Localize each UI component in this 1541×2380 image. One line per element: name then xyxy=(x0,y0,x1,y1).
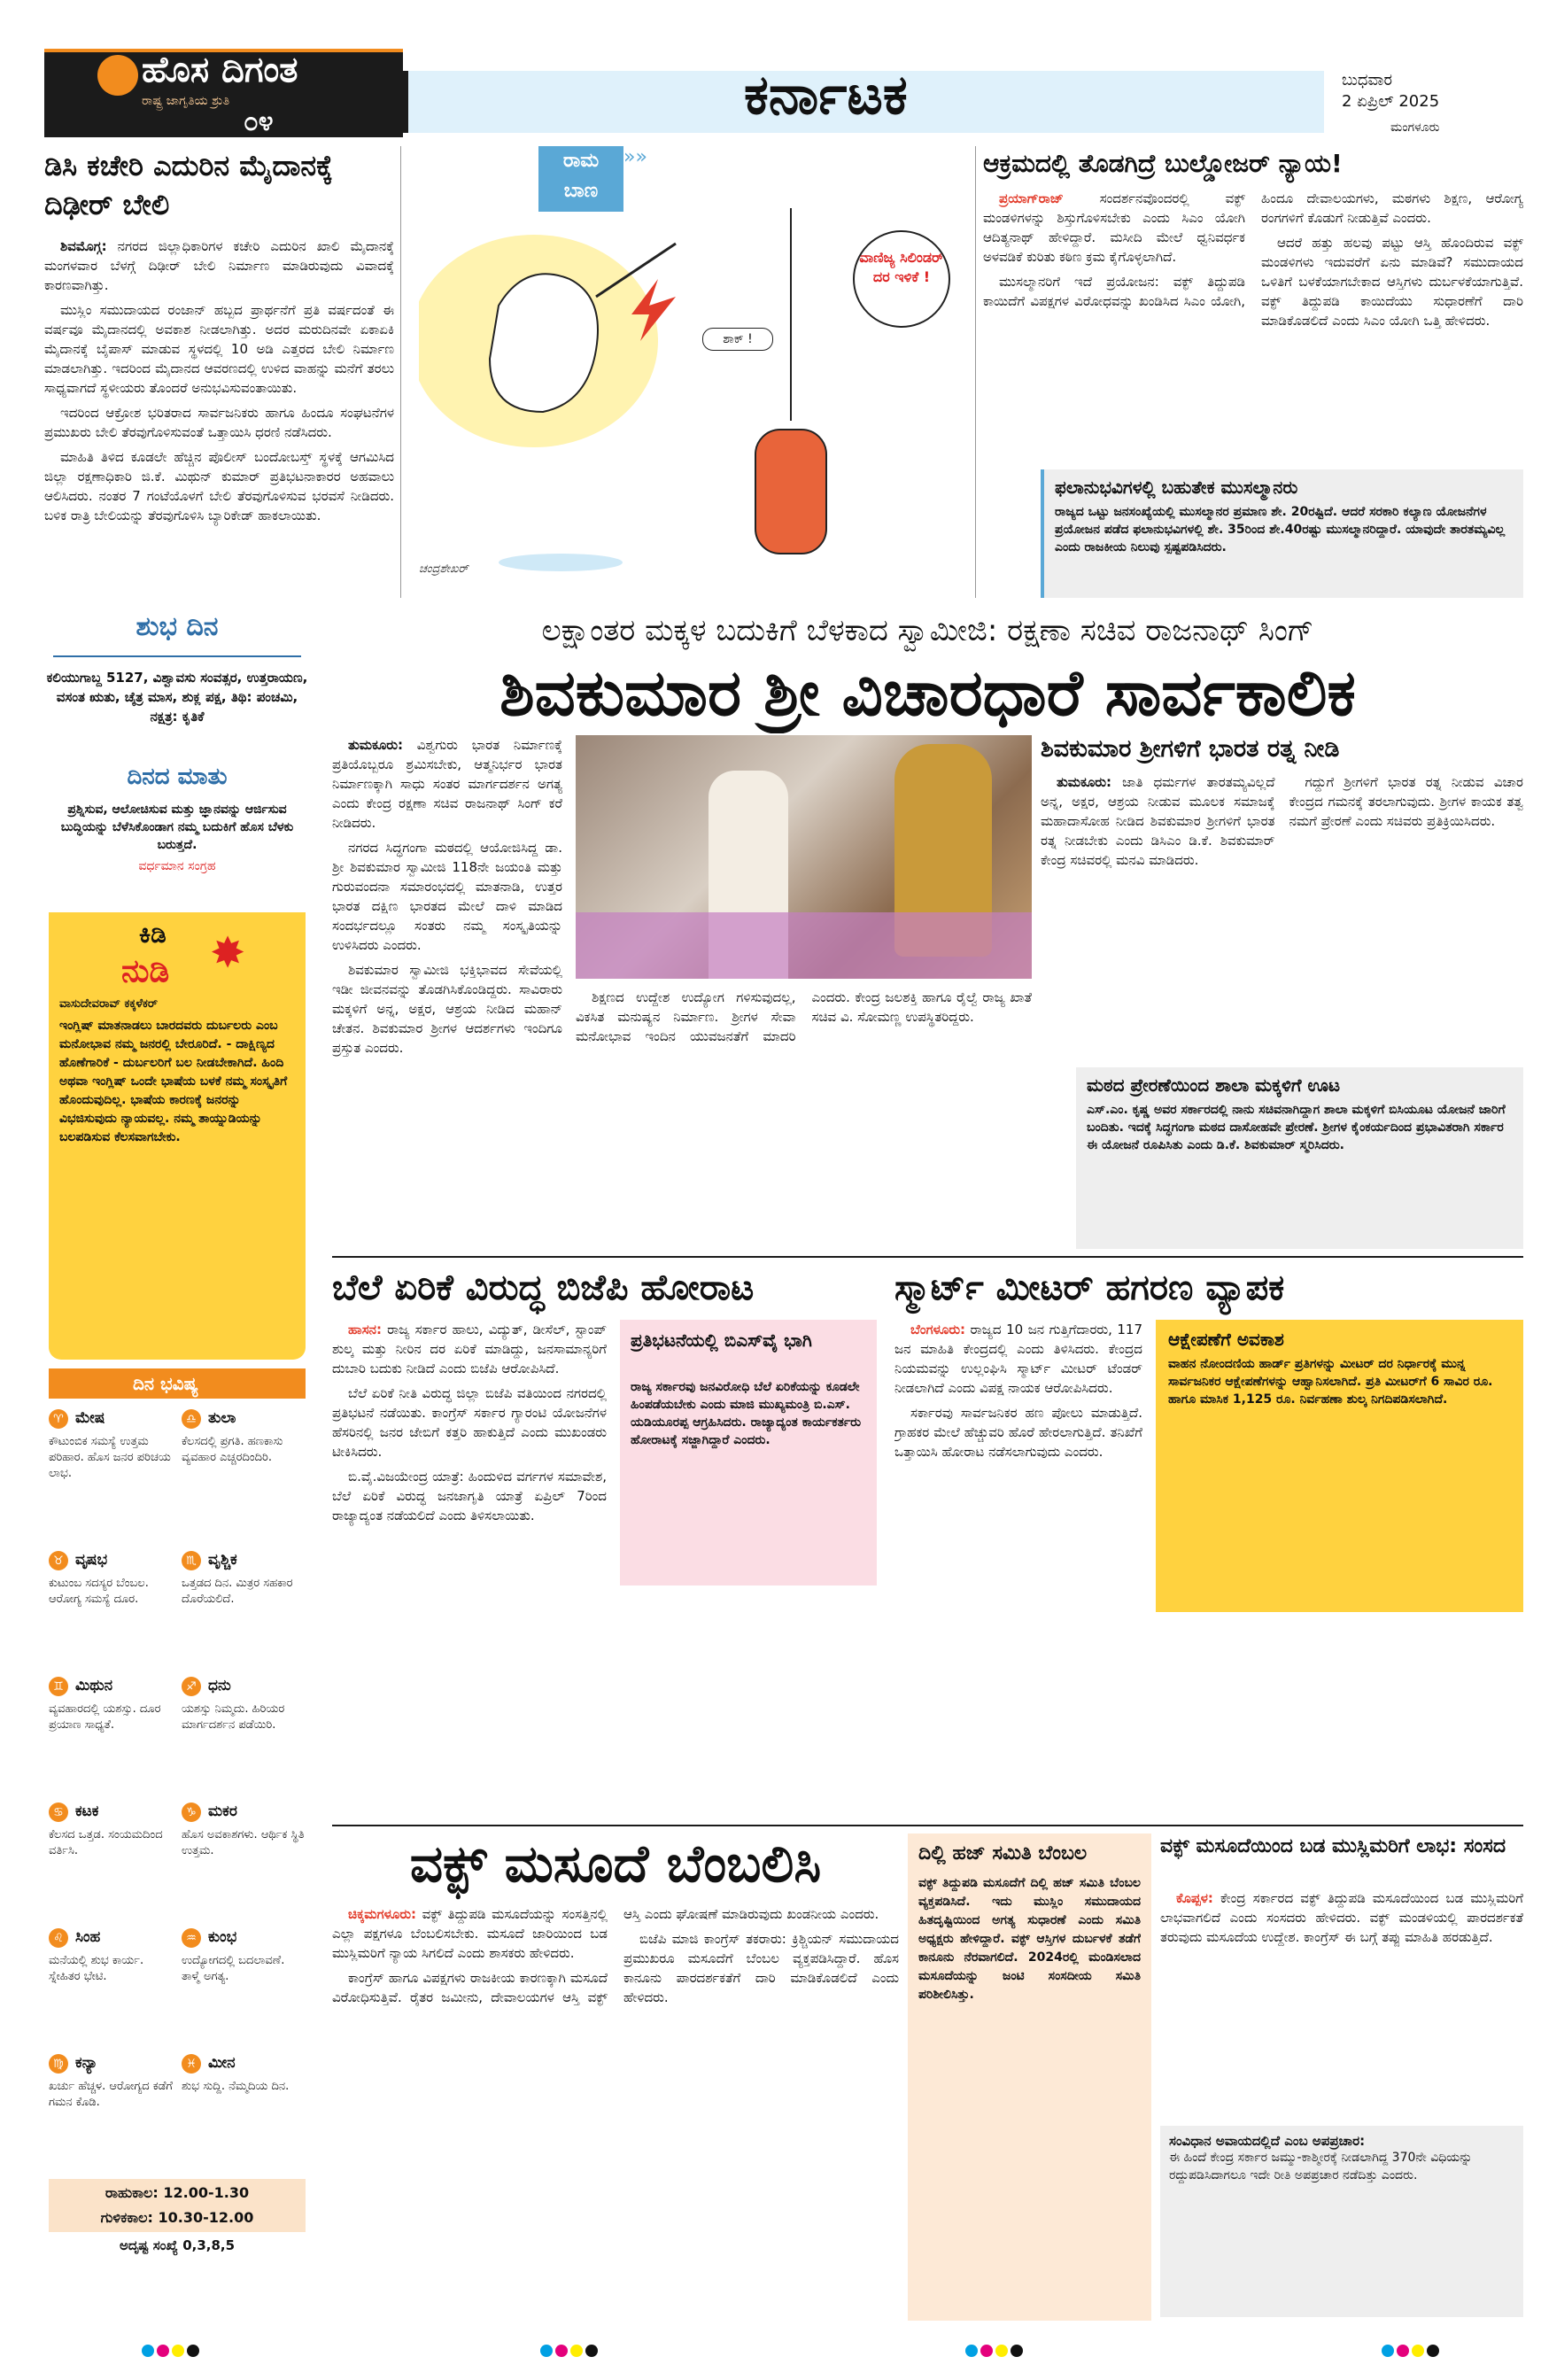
lead-side xyxy=(1041,735,1523,1063)
story-dc-p4: ಮಾಹಿತಿ ತಿಳಿದ ಕೂಡಲೇ ಹೆಚ್ಚಿನ ಪೊಲೀಸ್ ಬಂದೋಬಸ್ತ್ ಸ್ಥಳಕ್ಕೆ ಆಗಮಿಸಿದ ಜಿಲ್ಲಾ ರಕ್ಷಣಾಧಿಕಾರಿ ಜಿ.ಕೆ. ಮಿಥುನ್ ಕುಮಾರ್ ಪ್ರತಿಭಟನಾಕಾರರ ಅಹವಾಲು ಆಲಿಸಿದರು. ನಂತರ 7 ಗಂಟೆಯೊಳಗೆ ಬೇಲಿ ತೆರವುಗೊಳಿಸುವ ಭರವಸೆ ನೀಡಿದರು. ಬಳಿಕ ರಾತ್ರಿ ಬೇಲಿಯನ್ನು ತೆರವುಗೊಳಿಸಿ ಬ್ಯಾರಿಕೇಡ್ ಹಾಕಲಾಯಿತು. xyxy=(44,449,394,523)
cancer-icon: ♋ xyxy=(49,1802,68,1822)
story-bulldozer-p3: ಆದರೆ ಹತ್ತು ಹಲವು ಪಟ್ಟು ಆಸ್ತಿ ಹೊಂದಿರುವ ವಕ್ಫ್ ಮಂಡಳಿಗಳು ಇದುವರೆಗೆ ಏನು ಮಾಡಿವೆ? ಸಮುದಾಯದ ಒಳಿತಿಗೆ ಬಳಕೆಯಾಗಬೇಕಾದ ಆಸ್ತಿಗಳು ದುರ್ಬಳಕೆಯಾಗುತ್ತಿವೆ. ವಕ್ಫ್ ತಿದ್ದುಪಡಿ ಕಾಯಿದೆಯು ಸುಧಾರಣೆಗೆ ದಾರಿ ಮಾಡಿಕೊಡಲಿದೆ ಎಂದು ಸಿಎಂ ಯೋಗಿ ಒತ್ತಿ ಹೇಳಿದರು. xyxy=(1261,235,1523,329)
horoscope-sign: ♑ ಮಕರ ಹೊಸ ಅವಕಾಶಗಳು. ಆರ್ಥಿಕ ಸ್ಥಿತಿ ಉತ್ತಮ. xyxy=(182,1802,305,1857)
gulika-label: ಗುಳಿಕಕಾಲ: xyxy=(100,2209,153,2226)
cartoon-rama-bana xyxy=(400,146,976,598)
story-bulldozer xyxy=(983,146,1523,465)
lead-box-body: ಎಸ್.ಎಂ. ಕೃಷ್ಣ ಅವರ ಸರ್ಕಾರದಲ್ಲಿ ನಾನು ಸಚಿವನಾಗಿದ್ದಾಗ ಶಾಲಾ ಮಕ್ಕಳಿಗೆ ಬಿಸಿಯೂಟ ಯೋಜನೆ ಜಾರಿಗೆ ಬಂದಿತು. ಇದಕ್ಕೆ ಸಿದ್ಧಗಂಗಾ ಮಠದ ದಾಸೋಹವೇ ಪ್ರೇರಣೆ. ಶ್ರೀಗಳ ಕೈಂಕರ್ಯದಿಂದ ಪ್ರಭಾವಿತರಾಗಿ ಸರ್ಕಾರ ಈ ಯೋಜನೆ ರೂಪಿಸಿತು ಎಂದು ಡಿ.ಕೆ. ಶಿವಕುಮಾರ್ ಸ್ಮರಿಸಿದರು. xyxy=(1087,1103,1506,1152)
lead-kicker: ಲಕ್ಷಾಂತರ ಮಕ್ಕಳ ಬದುಕಿಗೆ ಬೆಳಕಾದ ಸ್ವಾಮೀಜಿ: ರಕ್ಷಣಾ ಸಚಿವ ರಾಜನಾಥ್ ಸಿಂಗ್ xyxy=(541,613,1314,648)
story-dc-p3: ಇದರಿಂದ ಆಕ್ರೋಶ ಭರಿತರಾದ ಸಾರ್ವಜನಿಕರು ಹಾಗೂ ಹಿಂದೂ ಸಂಘಟನೆಗಳ ಪ್ರಮುಖರು ಬೇಲಿ ತೆರವುಗೊಳಿಸುವಂತೆ ಒತ್ತಾಯಿಸಿ ಧರಣಿ ನಡೆಸಿದರು. xyxy=(44,405,394,440)
story-haj-headline: ದಿಲ್ಲಿ ಹಜ್ ಸಮಿತಿ ಬೆಂಬಲ xyxy=(918,1842,1088,1864)
pisces-icon: ♓ xyxy=(182,2054,201,2074)
bulldozer-box-title: ಫಲಾನುಭವಿಗಳಲ್ಲಿ ಬಹುತೇಕ ಮುಸಲ್ಮಾನರು xyxy=(1055,477,1298,498)
story-bjp-headline: ಬೆಲೆ ಏರಿಕೆ ವಿರುದ್ಧ ಬಿಜೆಪಿ ಹೋರಾಟ xyxy=(332,1268,755,1308)
dinada-maatu xyxy=(44,764,310,910)
story-bulldozer-p1: ಸಂದರ್ಶನವೊಂದರಲ್ಲಿ ವಕ್ಫ್ ಮಂಡಳಿಗಳನ್ನು ಶಿಸ್ತುಗೊಳಿಸಬೇಕು ಎಂದು ಸಿಎಂ ಯೋಗಿ ಆದಿತ್ಯನಾಥ್ ಹೇಳಿದ್ದಾರೆ. ಮಸೀದಿ ಮೇಲೆ ಧ್ವನಿವರ್ಧಕ ಅಳವಡಿಕೆ ಕುರಿತು ಕಠಿಣ ಕ್ರಮ ಕೈಗೊಳ್ಳಲಾಗಿದೆ. xyxy=(983,190,1245,265)
story-bjp-dateline: ಹಾಸನ: xyxy=(348,1322,382,1337)
shubha-dina-text: ಕಲಿಯುಗಾಬ್ದ 5127, ವಿಶ್ವಾವಸು ಸಂವತ್ಸರ, ಉತ್ತರಾಯಣ, ವಸಂತ ಋತು, ಚೈತ್ರ ಮಾಸ, ಶುಕ್ಲ ಪಕ್ಷ, ತಿಥಿ: ಪಂಚಮಿ, ನಕ್ಷತ್ರ: ಕೃತಿಕೆ xyxy=(46,670,308,725)
story-haj-body: ವಕ್ಫ್ ತಿದ್ದುಪಡಿ ಮಸೂದೆಗೆ ದಿಲ್ಲಿ ಹಜ್ ಸಮಿತಿ ಬೆಂಬಲ ವ್ಯಕ್ತಪಡಿಸಿದೆ. ಇದು ಮುಸ್ಲಿಂ ಸಮುದಾಯದ ಹಿತದೃಷ್ಟಿಯಿಂದ ಅಗತ್ಯ ಸುಧಾರಣೆ ಎಂದು ಸಮಿತಿ ಅಧ್ಯಕ್ಷರು ಹೇಳಿದ್ದಾರೆ. ವಕ್ಫ್ ಆಸ್ತಿಗಳ ದುರ್ಬಳಕೆ ತಡೆಗೆ ಕಾನೂನು ನೆರವಾಗಲಿದೆ. 2024ರಲ್ಲಿ ಮಂಡಿಸಲಾದ ಮಸೂದೆಯನ್ನು ಜಂಟಿ ಸಂಸದೀಯ ಸಮಿತಿ ಪರಿಶೀಲಿಸಿತ್ತು. xyxy=(918,1876,1141,2002)
rahukala-label: ರಾಹುಕಾಲ: xyxy=(105,2184,159,2201)
horoscope-sign: ♈ ಮೇಷ ಕೌಟುಂಬಿಕ ಸಮಸ್ಯೆ ಉತ್ತಮ ಪರಿಹಾರ. ಹೊಸ ಜನರ ಪರಿಚಯ ಲಾಭ. xyxy=(49,1409,171,1480)
story-bulldozer-dateline: ಪ್ರಯಾಗ್‌ರಾಜ್ xyxy=(999,190,1064,206)
meter-box-title: ಆಕ್ಷೇಪಣೆಗೆ ಅವಕಾಶ xyxy=(1168,1329,1284,1350)
story-bjp-p2: ಬೆಲೆ ಏರಿಕೆ ನೀತಿ ವಿರುದ್ಧ ಜಿಲ್ಲಾ ಬಿಜೆಪಿ ವತಿಯಿಂದ ನಗರದಲ್ಲಿ ಪ್ರತಿಭಟನೆ ನಡೆಯಿತು. ಕಾಂಗ್ರೆಸ್ ಸರ್ಕಾರ ಗ್ಯಾರಂಟಿ ಯೋಜನೆಗಳ ಹೆಸರಿನಲ್ಲಿ ಜನರ ಜೇಬಿಗೆ ಕತ್ತರಿ ಹಾಕುತ್ತಿದೆ ಎಂದು ಮುಖಂಡರು ಟೀಕಿಸಿದರು. xyxy=(332,1385,607,1460)
story-muslims-headline: ವಕ್ಫ್ ಮಸೂದೆಯಿಂದ ಬಡ ಮುಸ್ಲಿಮರಿಗೆ ಲಾಭ: ಸಂಸದ xyxy=(1160,1835,1506,1857)
section-date: 2 ಏಪ್ರಿಲ್ 2025 xyxy=(1342,92,1440,111)
section-edition: ಮಂಗಳೂರು xyxy=(1390,120,1440,135)
scorpio-icon: ♏ xyxy=(182,1551,201,1570)
horoscope-sign: ♐ ಧನು ಯಶಸ್ಸು ನಿಮ್ಮದು. ಹಿರಿಯರ ಮಾರ್ಗದರ್ಶನ ಪಡೆಯಿರಿ. xyxy=(182,1677,285,1732)
kidi-nudi-text: ಇಂಗ್ಲಿಷ್ ಮಾತನಾಡಲು ಬಾರದವರು ದುರ್ಬಲರು ಎಂಬ ಮನೋಭಾವ ನಮ್ಮ ಜನರಲ್ಲಿ ಬೇರೂರಿದೆ. - ದಾಕ್ಷಿಣ್ಯದ ಹೊಣೆಗಾರಿಕೆ - ದುರ್ಬಲರಿಗೆ ಬಲ ನೀಡಬೇಕಾಗಿದೆ. ಹಿಂದಿ ಅಥವಾ ಇಂಗ್ಲಿಷ್ ಒಂದೇ ಭಾಷೆಯ ಬಳಕೆ ನಮ್ಮ ಸಂಸ್ಕೃತಿಗೆ ಹೊಂದುವುದಿಲ್ಲ. ಭಾಷೆಯ ಕಾರಣಕ್ಕೆ ಜನರನ್ನು ವಿಭಜಿಸುವುದು ನ್ಯಾಯವಲ್ಲ. ನಮ್ಮ ತಾಯ್ನುಡಿಯನ್ನು ಬಲಪಡಿಸುವ ಕೆಲಸವಾಗಬೇಕು. xyxy=(59,1019,288,1144)
horoscope-sign: ♓ ಮೀನ ಶುಭ ಸುದ್ದಿ. ನೆಮ್ಮದಿಯ ದಿನ. xyxy=(182,2054,290,2093)
lead-photo xyxy=(576,735,1032,979)
bjp-box-title: ಪ್ರತಿಭಟನೆಯಲ್ಲಿ ಬಿಎಸ್‌ವೈ ಭಾಗಿ xyxy=(631,1330,812,1351)
horoscope-sign: ♒ ಕುಂಭ ಉದ್ಯೋಗದಲ್ಲಿ ಬದಲಾವಣೆ. ತಾಳ್ಮೆ ಅಗತ್ಯ. xyxy=(182,1928,285,1983)
haj-box xyxy=(908,1833,1151,2321)
horoscope-sign: ♍ ಕನ್ಯಾ ಖರ್ಚು ಹೆಚ್ಚಳ. ಆರೋಗ್ಯದ ಕಡೆಗೆ ಗಮನ ಕೊಡಿ. xyxy=(49,2054,173,2109)
kidi-nudi-title2: ನುಡಿ xyxy=(121,953,170,989)
story-meter-body xyxy=(894,1320,1142,1816)
lead-box xyxy=(1076,1067,1523,1249)
story-waqf-body xyxy=(332,1904,899,2321)
kidi-nudi-title1: ಕಿಡಿ xyxy=(139,919,166,949)
registration-marks xyxy=(0,2338,1541,2365)
lead-p1: ವಿಶ್ವಗುರು ಭಾರತ ನಿರ್ಮಾಣಕ್ಕೆ ಪ್ರತಿಯೊಬ್ಬರೂ ಶ್ರಮಿಸಬೇಕು, ಆತ್ಮನಿರ್ಭರ ಭಾರತ ನಿರ್ಮಾಣಕ್ಕಾಗಿ ಸಾಧು ಸಂತರ ಮಾರ್ಗದರ್ಶನ ಅಗತ್ಯ ಎಂದು ಕೇಂದ್ರ ರಕ್ಷಣಾ ಸಚಿವ ರಾಜನಾಥ್ ಸಿಂಗ್ ಕರೆ ನೀಡಿದರು. xyxy=(332,737,562,831)
story-waqf-p1: ವಕ್ಫ್ ತಿದ್ದುಪಡಿ ಮಸೂದೆಯನ್ನು ಸಂಸತ್ತಿನಲ್ಲಿ ಎಲ್ಲಾ ಪಕ್ಷಗಳೂ ಬೆಂಬಲಿಸಬೇಕು. ಮಸೂದೆ ಜಾರಿಯಿಂದ ಬಡ ಮುಸ್ಲಿಮರಿಗೆ ನ್ಯಾಯ ಸಿಗಲಿದೆ ಎಂದು ಶಾಸಕರು ಹೇಳಿದರು. xyxy=(332,1906,608,1961)
kidi-nudi-author: ವಾಸುದೇವರಾವ್ ಕಕ್ಕಳೆಕರ್ xyxy=(59,997,158,1011)
logo-text: ಹೊಸ ದಿಗಂತ xyxy=(142,50,298,90)
cartoon-cylinder-icon xyxy=(755,430,826,554)
story-dc-p1: ನಗರದ ಜಿಲ್ಲಾಧಿಕಾರಿಗಳ ಕಚೇರಿ ಎದುರಿನ ಖಾಲಿ ಮೈದಾನಕ್ಕೆ ಮಂಗಳವಾರ ಬೆಳಗ್ಗೆ ದಿಢೀರ್ ಬೇಲಿ ನಿರ್ಮಾಣ ಮಾಡಿರುವುದು ವಿವಾದಕ್ಕೆ ಕಾರಣವಾಗಿತ್ತು. xyxy=(44,238,394,293)
logo-emblem-icon xyxy=(97,55,138,96)
cartoon-label-top: ರಾಮ xyxy=(562,150,600,172)
muslims-box-body: ಈ ಹಿಂದೆ ಕೇಂದ್ರ ಸರ್ಕಾರ ಜಮ್ಮು-ಕಾಶ್ಮೀರಕ್ಕೆ ನೀಡಲಾಗಿದ್ದ 370ನೇ ವಿಧಿಯನ್ನು ರದ್ದುಪಡಿಸಿದಾಗಲೂ ಇದೇ ರೀತಿ ಅಪಪ್ರಚಾರ ನಡೆದಿತ್ತು ಎಂದರು. xyxy=(1169,2151,1473,2182)
muslims-box-title: ಸಂವಿಧಾನ ಅವಾಯದಲ್ಲಿದೆ ಎಂಬ ಅಪಪ್ರಚಾರ: xyxy=(1169,2133,1366,2149)
mid-divider xyxy=(332,1256,1523,1258)
sagittarius-icon: ♐ xyxy=(182,1677,201,1696)
shubha-dina-ornament xyxy=(53,655,301,661)
leo-icon: ♌ xyxy=(49,1928,68,1948)
lucky-number: ಅದೃಷ್ಟ ಸಂಖ್ಯೆ 0,3,8,5 xyxy=(119,2237,236,2253)
lead-dateline: ತುಮಕೂರು: xyxy=(348,737,404,753)
story-dc-dateline: ಶಿವಮೊಗ್ಗ: xyxy=(60,238,107,254)
muslims-box xyxy=(1160,2126,1523,2317)
story-bjp-p3: ಬಿ.ವೈ.ವಿಜಯೇಂದ್ರ ಯಾತ್ರೆ: ಹಿಂದುಳಿದ ವರ್ಗಗಳ ಸಮಾವೇಶ, ಬೆಲೆ ಏರಿಕೆ ವಿರುದ್ಧ ಜನಜಾಗೃತಿ ಯಾತ್ರೆ ಏಪ್ರಿಲ್ 7ರಿಂದ ರಾಜ್ಯಾದ್ಯಂತ ನಡೆಯಲಿದೆ ಎಂದು ತಿಳಿಸಲಾಯಿತು. xyxy=(332,1469,607,1523)
shubha-dina xyxy=(44,611,310,762)
story-bjp-p1: ರಾಜ್ಯ ಸರ್ಕಾರ ಹಾಲು, ವಿದ್ಯುತ್, ಡೀಸೆಲ್, ಸ್ಟಾಂಪ್ ಶುಲ್ಕ ಮತ್ತು ನೀರಿನ ದರ ಏರಿಕೆ ಮಾಡಿದ್ದು, ಜನಸಾಮಾನ್ಯರಿಗೆ ದುಬಾರಿ ಬದುಕು ನೀಡಿದೆ ಎಂದು ಬಿಜೆಪಿ ಆರೋಪಿಸಿದೆ. xyxy=(332,1322,607,1376)
virgo-icon: ♍ xyxy=(49,2054,68,2074)
dinada-maatu-title: ದಿನದ ಮಾತು xyxy=(127,764,228,790)
lead-body-col3 xyxy=(576,988,1032,1249)
lead-p2: ನಗರದ ಸಿದ್ಧಗಂಗಾ ಮಠದಲ್ಲಿ ಆಯೋಜಿಸಿದ್ದ ಡಾ. ಶ್ರೀ ಶಿವಕುಮಾರ ಸ್ವಾಮೀಜಿ 118ನೇ ಜಯಂತಿ ಮತ್ತು ಗುರುವಂದನಾ ಸಮಾರಂಭದಲ್ಲಿ ಮಾತನಾಡಿ, ಉತ್ತರ ಭಾರತ ದಕ್ಷಿಣ ಭಾರತದ ಮೇಲೆ ದಾಳಿ ಮಾಡಿದ ಸಂದರ್ಭದಲ್ಲೂ ಸಂತರು ನಮ್ಮ ಸಂಸ್ಕೃತಿಯನ್ನು ಉಳಿಸಿದರು ಎಂದರು. xyxy=(332,840,562,953)
bjp-box xyxy=(620,1320,877,1585)
libra-icon: ♎ xyxy=(182,1409,201,1429)
bulldozer-box-body: ರಾಜ್ಯದ ಒಟ್ಟು ಜನಸಂಖ್ಯೆಯಲ್ಲಿ ಮುಸಲ್ಮಾನರ ಪ್ರಮಾಣ ಶೇ. 20ರಷ್ಟಿದೆ. ಆದರೆ ಸರಕಾರಿ ಕಲ್ಯಾಣ ಯೋಜನೆಗಳ ಪ್ರಯೋಜನ ಪಡೆದ ಫಲಾನುಭವಿಗಳಲ್ಲಿ ಶೇ. 35ರಿಂದ ಶೇ.40ರಷ್ಟು ಮುಸಲ್ಮಾನರಿದ್ದಾರೆ. ಯಾವುದೇ ತಾರತಮ್ಯವಿಲ್ಲ ಎಂದು ರಾಜಕೀಯ ನಿಲುವು ಸ್ಪಷ್ಟಪಡಿಸಿದರು. xyxy=(1055,505,1506,554)
story-muslims xyxy=(1160,1833,1523,2321)
cartoon-arrow-icon: »» xyxy=(623,146,647,168)
kidi-nudi-spark-icon: ✸ xyxy=(210,928,246,978)
dinada-maatu-author: ವರ್ಧಮಾನ ಸಂಗ್ರಹ xyxy=(138,859,216,873)
horoscope-sign: ♉ ವೃಷಭ ಕುಟುಂಬ ಸದಸ್ಯರ ಬೆಂಬಲ. ಆರೋಗ್ಯ ಸಮಸ್ಯೆ ದೂರ. xyxy=(49,1551,149,1606)
registration-dots-2 xyxy=(540,2344,611,2360)
lead-p3: ಶಿವಕುಮಾರ ಸ್ವಾಮೀಜಿ ಭಕ್ತಿಭಾವದ ಸೇವೆಯಲ್ಲಿ ಇಡೀ ಜೀವನವನ್ನು ತೊಡಗಿಸಿಕೊಂಡಿದ್ದರು. ಸಾವಿರಾರು ಮಕ್ಕಳಿಗೆ ಅನ್ನ, ಅಕ್ಷರ, ಆಶ್ರಯ ನೀಡಿದ ಮಹಾನ್ ಚೇತನ. ಶಿವಕುಮಾರ ಶ್ರೀಗಳ ಆದರ್ಶಗಳು ಇಂದಿಗೂ ಪ್ರಸ್ತುತ ಎಂದರು. xyxy=(332,962,562,1056)
lead-side-p2: ಗದ್ದುಗೆ ಶ್ರೀಗಳಿಗೆ ಭಾರತ ರತ್ನ ನೀಡುವ ವಿಚಾರ ಕೇಂದ್ರದ ಗಮನಕ್ಕೆ ತರಲಾಗುವುದು. ಶ್ರೀಗಳ ಕಾಯಕ ತತ್ವ ನಮಗೆ ಪ್ರೇರಣೆ ಎಂದು ಸಚಿವರು ಪ್ರತಿಕ್ರಿಯಿಸಿದರು. xyxy=(1289,774,1523,829)
story-meter-p1: ರಾಜ್ಯದ 10 ಜನ ಗುತ್ತಿಗೆದಾರರು, 117 ಜನ ಮಾಹಿತಿ ಕೇಂದ್ರದಲ್ಲಿ ಎಂದು ತಿಳಿಸಿದರು. ಕೇಂದ್ರದ ನಿಯಮವನ್ನು ಉಲ್ಲಂಘಿಸಿ ಸ್ಮಾರ್ಟ್ ಮೀಟರ್ ಟೆಂಡರ್ ನೀಡಲಾಗಿದೆ ಎಂದು ವಿಪಕ್ಷ ನಾಯಕ ಆರೋಪಿಸಿದರು. xyxy=(894,1322,1142,1396)
capricorn-icon: ♑ xyxy=(182,1802,201,1822)
lead-headline: ಶಿವಕುಮಾರ ಶ್ರೀ ವಿಚಾರಧಾರೆ ಸಾರ್ವಕಾಲಿಕ xyxy=(499,655,1356,730)
story-bulldozer-p2: ಮುಸಲ್ಮಾನರಿಗೆ ಇದೆ ಪ್ರಯೋಜನ: ವಕ್ಫ್ ತಿದ್ದುಪಡಿ ಕಾಯಿದೆಗೆ ವಿಪಕ್ಷಗಳ ವಿರೋಧವನ್ನು ಖಂಡಿಸಿದ ಸಿಎಂ ಯೋಗಿ, ಹಿಂದೂ ದೇವಾಲಯಗಳು, ಮಠಗಳು ಶಿಕ್ಷಣ, ಆರೋಗ್ಯ ರಂಗಗಳಿಗೆ ಕೊಡುಗೆ ನೀಡುತ್ತಿವೆ ಎಂದರು. xyxy=(983,190,1523,309)
registration-dots-3 xyxy=(965,2344,1036,2360)
story-dc-p2: ಮುಸ್ಲಿಂ ಸಮುದಾಯದ ರಂಜಾನ್ ಹಬ್ಬದ ಪ್ರಾರ್ಥನೆಗೆ ಪ್ರತಿ ವರ್ಷದಂತೆ ಈ ವರ್ಷವೂ ಮೈದಾನದಲ್ಲಿ ಅವಕಾಶ ನೀಡಲಾಗಿತ್ತು. ಅದರ ಮರುದಿನವೇ ಏಕಾಏಕಿ ಮೈದಾನಕ್ಕೆ ಬೈಪಾಸ್ ಮಾಡುವ ಸ್ಥಳದಲ್ಲಿ 10 ಅಡಿ ಎತ್ತರದ ಬೇಲಿ ನಿರ್ಮಾಣ ಮಾಡಲಾಗಿತ್ತು. ಇದರಿಂದ ಮೈದಾನದ ಆವರಣದಲ್ಲಿ ಉಳಿದ ವಾಹನ್ನು ಮನೆಗೆ ತರಲು ಸಾಧ್ಯವಾಗದೆ ಸ್ಥಳೀಯರು ತೊಂದರೆ ಅನುಭವಿಸುವಂತಾಯಿತು. xyxy=(44,302,394,396)
lead-side-dateline: ತುಮಕೂರು: xyxy=(1057,774,1112,790)
cartoon-signature: ಚಂದ್ರಶೇಖರ್ xyxy=(419,562,468,576)
bjp-box-body: ರಾಜ್ಯ ಸರ್ಕಾರವು ಜನವಿರೋಧಿ ಬೆಲೆ ಏರಿಕೆಯನ್ನು ಕೂಡಲೇ ಹಿಂಪಡೆಯಬೇಕು ಎಂದು ಮಾಜಿ ಮುಖ್ಯಮಂತ್ರಿ ಬಿ.ಎಸ್. ಯಡಿಯೂರಪ್ಪ ಆಗ್ರಹಿಸಿದರು. ರಾಜ್ಯಾದ್ಯಂತ ಕಾರ್ಯಕರ್ತರು ಹೋರಾಟಕ್ಕೆ ಸಜ್ಜಾಗಿದ್ದಾರೆ ಎಂದರು. xyxy=(631,1380,862,1447)
section-title: ಕರ್ನಾಟಕ xyxy=(744,62,908,127)
dinada-maatu-text: ಪ್ರಶ್ನಿಸುವ, ಆಲೋಚಿಸುವ ಮತ್ತು ಜ್ಞಾನವನ್ನು ಆರ್ಜಿಸುವ ಬುದ್ಧಿಯನ್ನು ಬೆಳೆಸಿಕೊಂಡಾಗ ನಮ್ಮ ಬದುಕಿಗೆ ಹೊಸ ಬೆಳಕು ಬರುತ್ತದೆ. xyxy=(60,802,294,852)
story-bulldozer-headline: ಆಕ್ರಮದಲ್ಲಿ ತೊಡಗಿದ್ರೆ ಬುಲ್ಡೋಜರ್ ನ್ಯಾಯ! xyxy=(983,149,1343,178)
taurus-icon: ♉ xyxy=(49,1551,68,1570)
story-muslims-body: ಕೇಂದ್ರ ಸರ್ಕಾರದ ವಕ್ಫ್ ತಿದ್ದುಪಡಿ ಮಸೂದೆಯಿಂದ ಬಡ ಮುಸ್ಲಿಮರಿಗೆ ಲಾಭವಾಗಲಿದೆ ಎಂದು ಸಂಸದರು ಹೇಳಿದರು. ವಕ್ಫ್ ಮಂಡಳಿಯಲ್ಲಿ ಪಾರದರ್ಶಕತೆ ತರುವುದು ಮಸೂದೆಯ ಉದ್ದೇಶ. ಕಾಂಗ್ರೆಸ್ ಈ ಬಗ್ಗೆ ತಪ್ಪು ಮಾಹಿತಿ ಹರಡುತ್ತಿದೆ. xyxy=(1160,1890,1523,1945)
horoscope-sign: ♊ ಮಿಥುನ ವ್ಯವಹಾರದಲ್ಲಿ ಯಶಸ್ಸು. ದೂರ ಪ್ರಯಾಣ ಸಾಧ್ಯತೆ. xyxy=(49,1677,161,1732)
horoscope-sign: ♌ ಸಿಂಹ ಮನೆಯಲ್ಲಿ ಶುಭ ಕಾರ್ಯ. ಸ್ನೇಹಿತರ ಭೇಟಿ. xyxy=(49,1928,144,1983)
story-dc-fence xyxy=(44,146,394,598)
story-meter-p2: ಸರ್ಕಾರವು ಸಾರ್ವಜನಿಕರ ಹಣ ಪೋಲು ಮಾಡುತ್ತಿದೆ. ಗ್ರಾಹಕರ ಮೇಲೆ ಹೆಚ್ಚುವರಿ ಹೊರೆ ಹೇರಲಾಗುತ್ತಿದೆ. ತನಿಖೆಗೆ ಒತ್ತಾಯಿಸಿ ಹೋರಾಟ ನಡೆಸಲಾಗುವುದು ಎಂದರು. xyxy=(894,1405,1142,1460)
rahukala-value: 12.00-1.30 xyxy=(163,2184,250,2201)
lead-box-title: ಮಠದ ಪ್ರೇರಣೆಯಿಂದ ಶಾಲಾ ಮಕ್ಕಳಿಗೆ ಊಟ xyxy=(1087,1074,1341,1096)
aries-icon: ♈ xyxy=(49,1409,68,1429)
story-waqf-headline: ವಕ್ಫ್ ಮಸೂದೆ ಬೆಂಬಲಿಸಿ xyxy=(409,1833,822,1894)
story-meter-dateline: ಬೆಂಗಳೂರು: xyxy=(910,1322,966,1337)
section-day: ಬುಧವಾರ xyxy=(1342,71,1392,89)
lead-side-headline: ಶಿವಕುಮಾರ ಶ್ರೀಗಳಿಗೆ ಭಾರತ ರತ್ನ ನೀಡಿ xyxy=(1041,735,1340,763)
registration-dots-1 xyxy=(142,2344,213,2360)
page-number: ೦೪ xyxy=(244,106,274,137)
kidi-nudi-box xyxy=(49,912,306,1360)
horoscope-grid xyxy=(49,1404,306,2175)
story-waqf-p3: ಬಿಜೆಪಿ ಮಾಜಿ ಕಾಂಗ್ರೆಸ್ ತಕರಾರು: ಕ್ರಿಶ್ಚಿಯನ್ ಸಮುದಾಯದ ಪ್ರಮುಖರೂ ಮಸೂದೆಗೆ ಬೆಂಬಲ ವ್ಯಕ್ತಪಡಿಸಿದ್ದಾರೆ. ಹೊಸ ಕಾನೂನು ಪಾರದರ್ಶಕತೆಗೆ ದಾರಿ ಮಾಡಿಕೊಡಲಿದೆ ಎಂದು ಹೇಳಿದರು. xyxy=(623,1931,899,2005)
story-bjp-body xyxy=(332,1320,607,1816)
lower-divider xyxy=(332,1825,1523,1826)
lead-photo-flowers xyxy=(576,912,1032,979)
lead-body-col1 xyxy=(332,735,562,1249)
horoscope-sign: ♏ ವೃಶ್ಚಿಕ ಒತ್ತಡದ ದಿನ. ಮಿತ್ರರ ಸಹಕಾರ ದೊರೆಯಲಿದೆ. xyxy=(182,1551,293,1606)
rahukala-box xyxy=(49,2179,306,2232)
meter-box-body: ವಾಹನ ನೋಂದಣಿಯ ಹಾರ್ಡ್ ಪ್ರತಿಗಳನ್ನು ಮೀಟರ್ ದರ ನಿರ್ಧಾರಕ್ಕೆ ಮುನ್ನ ಸಾರ್ವಜನಿಕರ ಆಕ್ಷೇಪಣೆಗಳನ್ನು ಆಹ್ವಾನಿಸಲಾಗಿದೆ. ಪ್ರತಿ ಮೀಟರ್‌ಗೆ 6 ಸಾವಿರ ರೂ. ಹಾಗೂ ಮಾಸಿಕ 1,125 ರೂ. ನಿರ್ವಹಣಾ ಶುಲ್ಕ ನಿಗದಿಪಡಿಸಲಾಗಿದೆ. xyxy=(1168,1357,1493,1407)
horoscope-sign: ♎ ತುಲಾ ಕೆಲಸದಲ್ಲಿ ಪ್ರಗತಿ. ಹಣಕಾಸು ವ್ಯವಹಾರ ಎಚ್ಚರದಿಂದಿರಿ. xyxy=(182,1409,283,1464)
horoscope-sign: ♋ ಕಟಕ ಕೆಲಸದ ಒತ್ತಡ. ಸಂಯಮದಿಂದ ವರ್ತಿಸಿ. xyxy=(49,1802,163,1857)
cartoon-label xyxy=(538,146,623,212)
story-waqf-p2: ಕಾಂಗ್ರೆಸ್ ಹಾಗೂ ವಿಪಕ್ಷಗಳು ರಾಜಕೀಯ ಕಾರಣಕ್ಕಾಗಿ ಮಸೂದೆ ವಿರೋಧಿಸುತ್ತಿವೆ. ರೈತರ ಜಮೀನು, ದೇವಾಲಯಗಳ ಆಸ್ತಿ ವಕ್ಫ್ ಆಸ್ತಿ ಎಂದು ಘೋಷಣೆ ಮಾಡಿರುವುದು ಖಂಡನೀಯ ಎಂದರು. xyxy=(332,1906,879,2005)
logo-tagline: ರಾಷ್ಟ್ರ ಜಾಗೃತಿಯ ಶ್ರುತಿ xyxy=(142,94,230,108)
story-dc-headline: ಡಿಸಿ ಕಚೇರಿ ಎದುರಿನ ಮೈದಾನಕ್ಕೆ ದಿಢೀರ್ ಬೇಲಿ xyxy=(44,149,333,221)
lead-p4: ಶಿಕ್ಷಣದ ಉದ್ದೇಶ ಉದ್ಯೋಗ ಗಳಿಸುವುದಲ್ಲ, ವಿಕಸಿತ ಮನುಷ್ಯನ ನಿರ್ಮಾಣ. ಶ್ರೀಗಳ ಸೇವಾ ಮನೋಭಾವ ಇಂದಿನ ಯುವಜನತೆಗೆ ಮಾದರಿ ಎಂದರು. ಕೇಂದ್ರ ಜಲಶಕ್ತಿ ಹಾಗೂ ರೈಲ್ವೆ ರಾಜ್ಯ ಖಾತೆ ಸಚಿವ ವಿ. ಸೋಮಣ್ಣ ಉಪಸ್ಥಿತರಿದ್ದರು. xyxy=(576,989,1032,1044)
masthead xyxy=(0,0,1541,142)
gemini-icon: ♊ xyxy=(49,1677,68,1696)
bulldozer-box xyxy=(1041,469,1523,598)
story-waqf-dateline: ಚಿಕ್ಕಮಗಳೂರು: xyxy=(348,1906,417,1922)
shubha-dina-title: ಶುಭ ದಿನ xyxy=(136,611,219,642)
registration-dots-4 xyxy=(1382,2344,1452,2360)
cartoon-bubble: ವಾಣಿಜ್ಯ ಸಿಲಿಂಡರ್ ದರ ಇಳಿಕೆ ! xyxy=(853,230,950,328)
horoscope-title: ದಿನ ಭವಿಷ್ಯ xyxy=(49,1368,306,1399)
aquarius-icon: ♒ xyxy=(182,1928,201,1948)
meter-box xyxy=(1156,1320,1523,1612)
gulika-value: 10.30-12.00 xyxy=(158,2209,254,2226)
story-meter-headline: ಸ್ಮಾರ್ಟ್ ಮೀಟರ್ ಹಗರಣ ವ್ಯಾಪಕ xyxy=(894,1268,1285,1308)
story-muslims-dateline: ಕೊಪ್ಪಳ: xyxy=(1176,1890,1213,1906)
cartoon-tag: ಶಾಕ್ ! xyxy=(702,328,773,351)
cartoon-label-bottom: ಬಾಣ xyxy=(563,180,599,202)
lead-side-p1: ಜಾತಿ ಧರ್ಮಗಳ ತಾರತಮ್ಯವಿಲ್ಲದೆ ಅನ್ನ, ಅಕ್ಷರ, ಆಶ್ರಯ ನೀಡುವ ಮೂಲಕ ಸಮಾಜಕ್ಕೆ ಮಹಾದಾಸೋಹ ನೀಡಿದ ಶಿವಕುಮಾರ ಶ್ರೀಗಳಿಗೆ ಭಾರತ ರತ್ನ ನೀಡಬೇಕು ಎಂದು ಡಿಸಿಎಂ ಡಿ.ಕೆ. ಶಿವಕುಮಾರ್ ಕೇಂದ್ರ ಸಚಿವರಲ್ಲಿ ಮನವಿ ಮಾಡಿದರು. xyxy=(1041,774,1275,868)
